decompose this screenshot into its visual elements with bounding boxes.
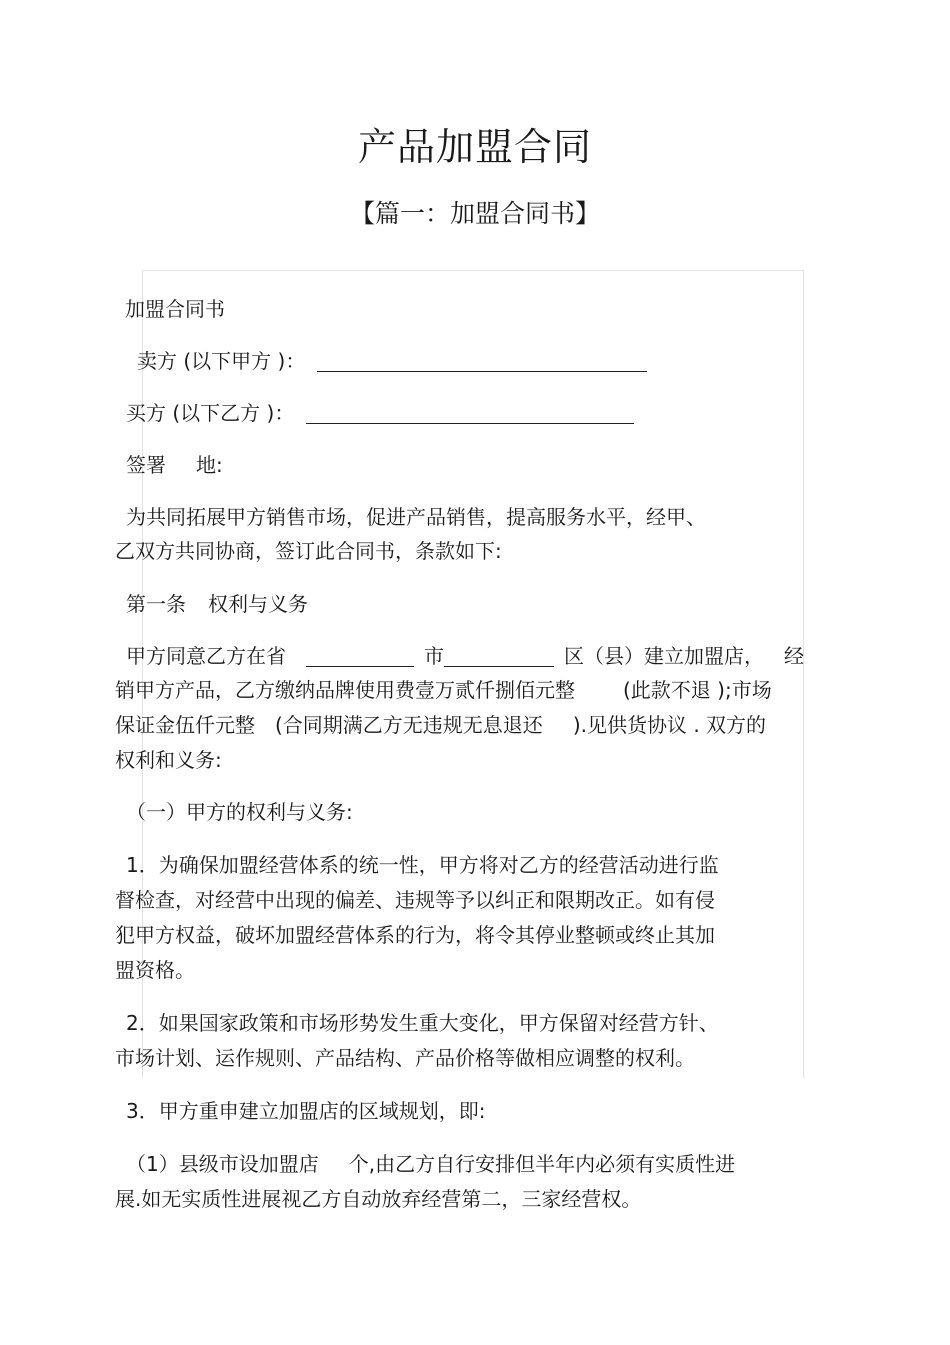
- buyer-line: [126, 395, 634, 431]
- a1-line3-b: (合同期满乙方无违规无息退还: [275, 713, 543, 737]
- contract-heading: 加盟合同书: [125, 297, 225, 321]
- city-blank[interactable]: [444, 644, 554, 667]
- article-1-line-2: [115, 672, 772, 708]
- seller-label: 卖方 (以下甲方 )：: [137, 349, 306, 373]
- article-1-title: [126, 586, 308, 622]
- intro-line-2: 乙双方共同协商，签订此合同书，条款如下:: [115, 539, 502, 563]
- document-title: 产品加盟合同: [357, 125, 592, 169]
- article-1-line-4: 权利和义务:: [115, 748, 222, 772]
- a1-text-c: 区（县）建立加盟店，: [564, 644, 764, 668]
- article-1-line-1: [126, 638, 804, 674]
- item-1-line-3: 犯甲方权益，破坏加盟经营体系的行为，将令其停业整顿或终止其加: [115, 923, 715, 947]
- sub1-text-b: 个,由乙方自行安排但半年内必须有实质性进: [348, 1152, 736, 1176]
- sub-1-line-2: 展.如无实质性进展视乙方自动放弃经营第二，三家经营权。: [115, 1187, 642, 1211]
- section-1-title: （一）甲方的权利与义务:: [126, 800, 353, 824]
- a1-line3-a: 保证金伍仟元整: [115, 713, 255, 737]
- article-1-name: 权利与义务: [208, 592, 308, 616]
- buyer-label: 买方 (以下乙方 )：: [126, 401, 295, 425]
- a1-line2-b: (此款不退 );市场: [623, 678, 772, 702]
- seller-line: [137, 343, 647, 379]
- buyer-blank[interactable]: [306, 401, 634, 424]
- sign-place-label: 签署: [126, 453, 166, 477]
- item-3-line-1: 3．甲方重申建立加盟店的区域规划，即:: [126, 1099, 486, 1123]
- a1-text-a: 甲方同意乙方在省: [126, 644, 286, 668]
- seller-blank[interactable]: [317, 349, 647, 372]
- item-1-line-1: 1．为确保加盟经营体系的统一性，甲方将对乙方的经营活动进行监: [126, 853, 719, 877]
- item-1-line-2: 督检查，对经营中出现的偏差、违规等予以纠正和限期改正。如有侵: [115, 888, 715, 912]
- a1-text-d: 经: [784, 644, 804, 668]
- a1-line2-a: 销甲方产品，乙方缴纳品牌使用费壹万贰仟捌佰元整: [115, 678, 575, 702]
- a1-text-b: 市: [424, 644, 444, 668]
- item-2-line-1: 2．如果国家政策和市场形势发生重大变化，甲方保留对经营方针、: [126, 1011, 719, 1035]
- a1-line3-c: ).见供货协议 . 双方的: [572, 713, 767, 737]
- item-1-line-4: 盟资格。: [115, 958, 195, 982]
- province-blank[interactable]: [306, 644, 414, 667]
- document-subtitle: 【篇一：加盟合同书】: [349, 199, 600, 228]
- article-1-number: 第一条: [126, 592, 186, 616]
- article-1-line-3: [115, 707, 766, 743]
- sign-place-label-2: 地:: [196, 453, 223, 477]
- sub1-text-a: （1）县级市设加盟店: [126, 1152, 319, 1176]
- sign-place-line: [126, 447, 223, 483]
- sub-1-line-1: [126, 1146, 735, 1182]
- intro-line-1: 为共同拓展甲方销售市场，促进产品销售，提高服务水平，经甲、: [126, 505, 706, 529]
- item-2-line-2: 市场计划、运作规则、产品结构、产品价格等做相应调整的权利。: [115, 1046, 695, 1070]
